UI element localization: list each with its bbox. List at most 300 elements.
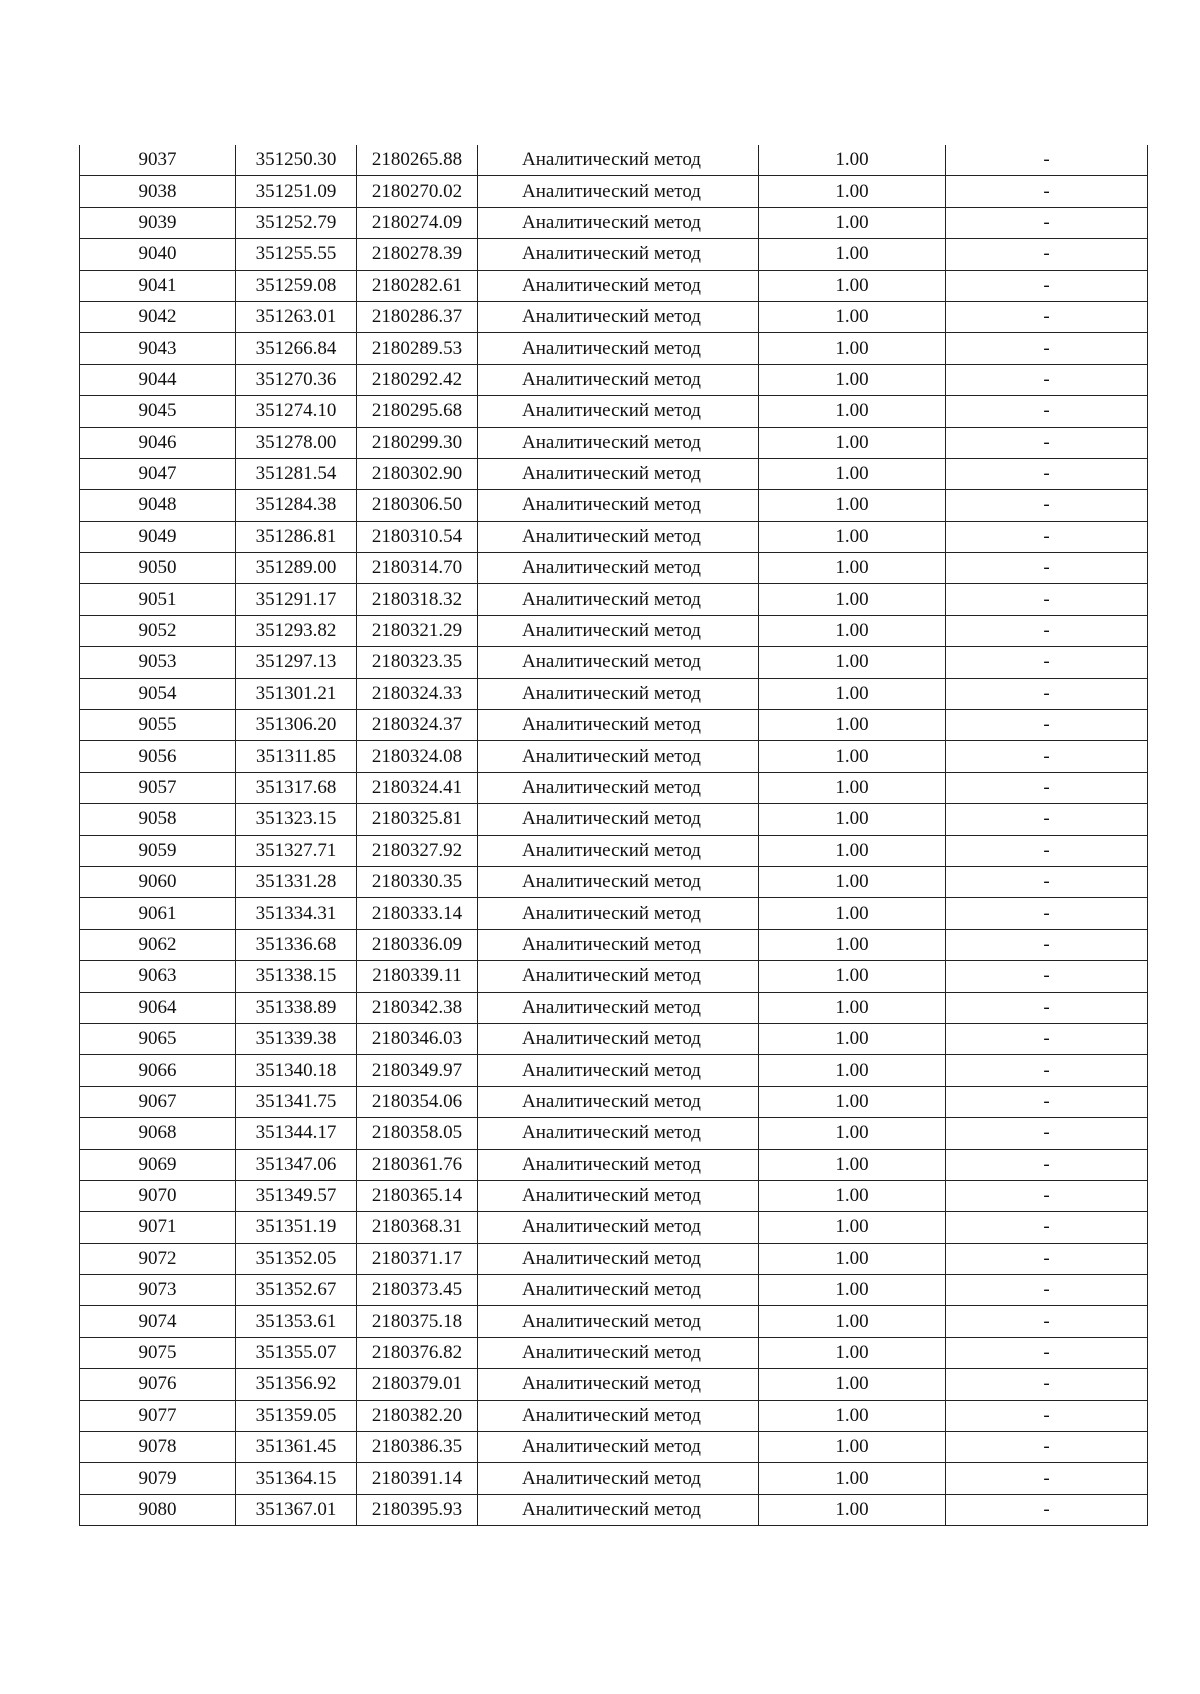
x-coordinate-cell: 351286.81 <box>236 521 357 552</box>
accuracy-cell: 1.00 <box>759 1400 946 1431</box>
description-cell: - <box>946 929 1148 960</box>
x-coordinate-cell: 351289.00 <box>236 553 357 584</box>
accuracy-cell: 1.00 <box>759 1243 946 1274</box>
description-cell: - <box>946 1086 1148 1117</box>
accuracy-cell: 1.00 <box>759 1055 946 1086</box>
accuracy-cell: 1.00 <box>759 1432 946 1463</box>
y-coordinate-cell: 2180376.82 <box>357 1337 478 1368</box>
accuracy-cell: 1.00 <box>759 866 946 897</box>
accuracy-cell: 1.00 <box>759 490 946 521</box>
accuracy-cell: 1.00 <box>759 364 946 395</box>
table-row <box>80 364 1148 395</box>
point-number-cell: 9075 <box>80 1337 236 1368</box>
coordinates-table <box>79 145 1148 1526</box>
description-cell: - <box>946 1118 1148 1149</box>
description-cell: - <box>946 333 1148 364</box>
method-cell: Аналитический метод <box>478 553 759 584</box>
y-coordinate-cell: 2180295.68 <box>357 396 478 427</box>
table-row <box>80 710 1148 741</box>
description-cell: - <box>946 678 1148 709</box>
y-coordinate-cell: 2180324.33 <box>357 678 478 709</box>
x-coordinate-cell: 351274.10 <box>236 396 357 427</box>
description-cell: - <box>946 866 1148 897</box>
y-coordinate-cell: 2180299.30 <box>357 427 478 458</box>
method-cell: Аналитический метод <box>478 1086 759 1117</box>
table-row <box>80 1275 1148 1306</box>
table-row <box>80 866 1148 897</box>
x-coordinate-cell: 351317.68 <box>236 772 357 803</box>
y-coordinate-cell: 2180323.35 <box>357 647 478 678</box>
description-cell: - <box>946 176 1148 207</box>
y-coordinate-cell: 2180336.09 <box>357 929 478 960</box>
description-cell: - <box>946 1400 1148 1431</box>
point-number-cell: 9062 <box>80 929 236 960</box>
method-cell: Аналитический метод <box>478 647 759 678</box>
y-coordinate-cell: 2180324.37 <box>357 710 478 741</box>
point-number-cell: 9076 <box>80 1369 236 1400</box>
accuracy-cell: 1.00 <box>759 1118 946 1149</box>
point-number-cell: 9039 <box>80 207 236 238</box>
method-cell: Аналитический метод <box>478 1400 759 1431</box>
method-cell: Аналитический метод <box>478 239 759 270</box>
accuracy-cell: 1.00 <box>759 1306 946 1337</box>
point-number-cell: 9037 <box>80 145 236 176</box>
y-coordinate-cell: 2180302.90 <box>357 458 478 489</box>
table-row <box>80 898 1148 929</box>
method-cell: Аналитический метод <box>478 1055 759 1086</box>
method-cell: Аналитический метод <box>478 364 759 395</box>
method-cell: Аналитический метод <box>478 835 759 866</box>
method-cell: Аналитический метод <box>478 1023 759 1054</box>
y-coordinate-cell: 2180282.61 <box>357 270 478 301</box>
x-coordinate-cell: 351284.38 <box>236 490 357 521</box>
description-cell: - <box>946 301 1148 332</box>
point-number-cell: 9056 <box>80 741 236 772</box>
method-cell: Аналитический метод <box>478 615 759 646</box>
y-coordinate-cell: 2180333.14 <box>357 898 478 929</box>
description-cell: - <box>946 145 1148 176</box>
x-coordinate-cell: 351259.08 <box>236 270 357 301</box>
table-row <box>80 1149 1148 1180</box>
description-cell: - <box>946 207 1148 238</box>
point-number-cell: 9071 <box>80 1212 236 1243</box>
description-cell: - <box>946 961 1148 992</box>
point-number-cell: 9040 <box>80 239 236 270</box>
point-number-cell: 9046 <box>80 427 236 458</box>
method-cell: Аналитический метод <box>478 866 759 897</box>
method-cell: Аналитический метод <box>478 396 759 427</box>
accuracy-cell: 1.00 <box>759 521 946 552</box>
method-cell: Аналитический метод <box>478 1337 759 1368</box>
table-row <box>80 458 1148 489</box>
table-row <box>80 396 1148 427</box>
method-cell: Аналитический метод <box>478 804 759 835</box>
accuracy-cell: 1.00 <box>759 1369 946 1400</box>
method-cell: Аналитический метод <box>478 772 759 803</box>
y-coordinate-cell: 2180310.54 <box>357 521 478 552</box>
table-row <box>80 1023 1148 1054</box>
y-coordinate-cell: 2180395.93 <box>357 1494 478 1525</box>
point-number-cell: 9064 <box>80 992 236 1023</box>
x-coordinate-cell: 351327.71 <box>236 835 357 866</box>
point-number-cell: 9059 <box>80 835 236 866</box>
method-cell: Аналитический метод <box>478 1463 759 1494</box>
x-coordinate-cell: 351278.00 <box>236 427 357 458</box>
point-number-cell: 9053 <box>80 647 236 678</box>
method-cell: Аналитический метод <box>478 427 759 458</box>
y-coordinate-cell: 2180324.08 <box>357 741 478 772</box>
accuracy-cell: 1.00 <box>759 1463 946 1494</box>
point-number-cell: 9038 <box>80 176 236 207</box>
table-row <box>80 333 1148 364</box>
description-cell: - <box>946 364 1148 395</box>
point-number-cell: 9051 <box>80 584 236 615</box>
method-cell: Аналитический метод <box>478 1243 759 1274</box>
method-cell: Аналитический метод <box>478 1149 759 1180</box>
description-cell: - <box>946 1023 1148 1054</box>
table-row <box>80 961 1148 992</box>
accuracy-cell: 1.00 <box>759 615 946 646</box>
method-cell: Аналитический метод <box>478 678 759 709</box>
table-row <box>80 1118 1148 1149</box>
description-cell: - <box>946 270 1148 301</box>
table-row <box>80 992 1148 1023</box>
y-coordinate-cell: 2180265.88 <box>357 145 478 176</box>
point-number-cell: 9061 <box>80 898 236 929</box>
method-cell: Аналитический метод <box>478 584 759 615</box>
x-coordinate-cell: 351252.79 <box>236 207 357 238</box>
x-coordinate-cell: 351355.07 <box>236 1337 357 1368</box>
description-cell: - <box>946 1337 1148 1368</box>
accuracy-cell: 1.00 <box>759 145 946 176</box>
accuracy-cell: 1.00 <box>759 710 946 741</box>
accuracy-cell: 1.00 <box>759 992 946 1023</box>
table-row <box>80 1337 1148 1368</box>
table-row <box>80 678 1148 709</box>
description-cell: - <box>946 1180 1148 1211</box>
point-number-cell: 9049 <box>80 521 236 552</box>
accuracy-cell: 1.00 <box>759 647 946 678</box>
description-cell: - <box>946 1149 1148 1180</box>
method-cell: Аналитический метод <box>478 207 759 238</box>
table-row <box>80 1180 1148 1211</box>
point-number-cell: 9058 <box>80 804 236 835</box>
table-body <box>80 145 1148 1526</box>
x-coordinate-cell: 351338.89 <box>236 992 357 1023</box>
description-cell: - <box>946 239 1148 270</box>
x-coordinate-cell: 351311.85 <box>236 741 357 772</box>
accuracy-cell: 1.00 <box>759 584 946 615</box>
x-coordinate-cell: 351339.38 <box>236 1023 357 1054</box>
y-coordinate-cell: 2180361.76 <box>357 1149 478 1180</box>
x-coordinate-cell: 351251.09 <box>236 176 357 207</box>
method-cell: Аналитический метод <box>478 490 759 521</box>
y-coordinate-cell: 2180346.03 <box>357 1023 478 1054</box>
table-row <box>80 772 1148 803</box>
x-coordinate-cell: 351367.01 <box>236 1494 357 1525</box>
table-row <box>80 1306 1148 1337</box>
point-number-cell: 9073 <box>80 1275 236 1306</box>
x-coordinate-cell: 351263.01 <box>236 301 357 332</box>
y-coordinate-cell: 2180386.35 <box>357 1432 478 1463</box>
y-coordinate-cell: 2180289.53 <box>357 333 478 364</box>
point-number-cell: 9047 <box>80 458 236 489</box>
accuracy-cell: 1.00 <box>759 678 946 709</box>
accuracy-cell: 1.00 <box>759 239 946 270</box>
x-coordinate-cell: 351341.75 <box>236 1086 357 1117</box>
point-number-cell: 9045 <box>80 396 236 427</box>
method-cell: Аналитический метод <box>478 521 759 552</box>
point-number-cell: 9067 <box>80 1086 236 1117</box>
description-cell: - <box>946 396 1148 427</box>
y-coordinate-cell: 2180327.92 <box>357 835 478 866</box>
point-number-cell: 9068 <box>80 1118 236 1149</box>
x-coordinate-cell: 351266.84 <box>236 333 357 364</box>
point-number-cell: 9077 <box>80 1400 236 1431</box>
y-coordinate-cell: 2180368.31 <box>357 1212 478 1243</box>
method-cell: Аналитический метод <box>478 270 759 301</box>
accuracy-cell: 1.00 <box>759 427 946 458</box>
y-coordinate-cell: 2180270.02 <box>357 176 478 207</box>
description-cell: - <box>946 553 1148 584</box>
table-row <box>80 1369 1148 1400</box>
table-row <box>80 1400 1148 1431</box>
method-cell: Аналитический метод <box>478 1369 759 1400</box>
point-number-cell: 9052 <box>80 615 236 646</box>
method-cell: Аналитический метод <box>478 1118 759 1149</box>
point-number-cell: 9041 <box>80 270 236 301</box>
accuracy-cell: 1.00 <box>759 741 946 772</box>
table-row <box>80 1212 1148 1243</box>
accuracy-cell: 1.00 <box>759 458 946 489</box>
x-coordinate-cell: 351352.67 <box>236 1275 357 1306</box>
table-row <box>80 270 1148 301</box>
x-coordinate-cell: 351353.61 <box>236 1306 357 1337</box>
point-number-cell: 9050 <box>80 553 236 584</box>
accuracy-cell: 1.00 <box>759 301 946 332</box>
table-row <box>80 301 1148 332</box>
x-coordinate-cell: 351250.30 <box>236 145 357 176</box>
x-coordinate-cell: 351270.36 <box>236 364 357 395</box>
y-coordinate-cell: 2180278.39 <box>357 239 478 270</box>
description-cell: - <box>946 647 1148 678</box>
description-cell: - <box>946 521 1148 552</box>
description-cell: - <box>946 992 1148 1023</box>
method-cell: Аналитический метод <box>478 961 759 992</box>
accuracy-cell: 1.00 <box>759 553 946 584</box>
method-cell: Аналитический метод <box>478 333 759 364</box>
description-cell: - <box>946 1212 1148 1243</box>
y-coordinate-cell: 2180286.37 <box>357 301 478 332</box>
x-coordinate-cell: 351338.15 <box>236 961 357 992</box>
x-coordinate-cell: 351347.06 <box>236 1149 357 1180</box>
description-cell: - <box>946 898 1148 929</box>
accuracy-cell: 1.00 <box>759 1149 946 1180</box>
point-number-cell: 9057 <box>80 772 236 803</box>
point-number-cell: 9079 <box>80 1463 236 1494</box>
table-row <box>80 615 1148 646</box>
y-coordinate-cell: 2180324.41 <box>357 772 478 803</box>
description-cell: - <box>946 1306 1148 1337</box>
table-row <box>80 553 1148 584</box>
method-cell: Аналитический метод <box>478 1494 759 1525</box>
table-row <box>80 1494 1148 1525</box>
method-cell: Аналитический метод <box>478 1306 759 1337</box>
point-number-cell: 9060 <box>80 866 236 897</box>
point-number-cell: 9070 <box>80 1180 236 1211</box>
x-coordinate-cell: 351364.15 <box>236 1463 357 1494</box>
y-coordinate-cell: 2180321.29 <box>357 615 478 646</box>
y-coordinate-cell: 2180339.11 <box>357 961 478 992</box>
y-coordinate-cell: 2180371.17 <box>357 1243 478 1274</box>
accuracy-cell: 1.00 <box>759 1494 946 1525</box>
x-coordinate-cell: 351255.55 <box>236 239 357 270</box>
accuracy-cell: 1.00 <box>759 1180 946 1211</box>
table-row <box>80 239 1148 270</box>
point-number-cell: 9080 <box>80 1494 236 1525</box>
y-coordinate-cell: 2180379.01 <box>357 1369 478 1400</box>
point-number-cell: 9054 <box>80 678 236 709</box>
table-row <box>80 584 1148 615</box>
point-number-cell: 9042 <box>80 301 236 332</box>
table-row <box>80 1463 1148 1494</box>
point-number-cell: 9044 <box>80 364 236 395</box>
x-coordinate-cell: 351351.19 <box>236 1212 357 1243</box>
accuracy-cell: 1.00 <box>759 1275 946 1306</box>
x-coordinate-cell: 351336.68 <box>236 929 357 960</box>
x-coordinate-cell: 351293.82 <box>236 615 357 646</box>
method-cell: Аналитический метод <box>478 1432 759 1463</box>
table-row <box>80 176 1148 207</box>
description-cell: - <box>946 804 1148 835</box>
y-coordinate-cell: 2180318.32 <box>357 584 478 615</box>
table-row <box>80 145 1148 176</box>
y-coordinate-cell: 2180358.05 <box>357 1118 478 1149</box>
method-cell: Аналитический метод <box>478 145 759 176</box>
accuracy-cell: 1.00 <box>759 835 946 866</box>
method-cell: Аналитический метод <box>478 710 759 741</box>
method-cell: Аналитический метод <box>478 1180 759 1211</box>
accuracy-cell: 1.00 <box>759 333 946 364</box>
point-number-cell: 9072 <box>80 1243 236 1274</box>
table-row <box>80 207 1148 238</box>
point-number-cell: 9055 <box>80 710 236 741</box>
x-coordinate-cell: 351306.20 <box>236 710 357 741</box>
point-number-cell: 9078 <box>80 1432 236 1463</box>
accuracy-cell: 1.00 <box>759 396 946 427</box>
x-coordinate-cell: 351349.57 <box>236 1180 357 1211</box>
y-coordinate-cell: 2180382.20 <box>357 1400 478 1431</box>
table-row <box>80 521 1148 552</box>
point-number-cell: 9065 <box>80 1023 236 1054</box>
description-cell: - <box>946 772 1148 803</box>
y-coordinate-cell: 2180354.06 <box>357 1086 478 1117</box>
y-coordinate-cell: 2180330.35 <box>357 866 478 897</box>
x-coordinate-cell: 351359.05 <box>236 1400 357 1431</box>
accuracy-cell: 1.00 <box>759 1086 946 1117</box>
y-coordinate-cell: 2180292.42 <box>357 364 478 395</box>
description-cell: - <box>946 1432 1148 1463</box>
method-cell: Аналитический метод <box>478 929 759 960</box>
x-coordinate-cell: 351340.18 <box>236 1055 357 1086</box>
x-coordinate-cell: 351356.92 <box>236 1369 357 1400</box>
y-coordinate-cell: 2180342.38 <box>357 992 478 1023</box>
method-cell: Аналитический метод <box>478 1275 759 1306</box>
description-cell: - <box>946 615 1148 646</box>
description-cell: - <box>946 490 1148 521</box>
method-cell: Аналитический метод <box>478 898 759 929</box>
accuracy-cell: 1.00 <box>759 270 946 301</box>
description-cell: - <box>946 710 1148 741</box>
x-coordinate-cell: 351301.21 <box>236 678 357 709</box>
description-cell: - <box>946 458 1148 489</box>
point-number-cell: 9074 <box>80 1306 236 1337</box>
table-row <box>80 1055 1148 1086</box>
y-coordinate-cell: 2180365.14 <box>357 1180 478 1211</box>
y-coordinate-cell: 2180373.45 <box>357 1275 478 1306</box>
point-number-cell: 9043 <box>80 333 236 364</box>
description-cell: - <box>946 1275 1148 1306</box>
x-coordinate-cell: 351334.31 <box>236 898 357 929</box>
table-row <box>80 835 1148 866</box>
table-row <box>80 1432 1148 1463</box>
y-coordinate-cell: 2180325.81 <box>357 804 478 835</box>
x-coordinate-cell: 351352.05 <box>236 1243 357 1274</box>
accuracy-cell: 1.00 <box>759 1212 946 1243</box>
accuracy-cell: 1.00 <box>759 1023 946 1054</box>
x-coordinate-cell: 351291.17 <box>236 584 357 615</box>
table-row <box>80 1086 1148 1117</box>
accuracy-cell: 1.00 <box>759 207 946 238</box>
x-coordinate-cell: 351297.13 <box>236 647 357 678</box>
y-coordinate-cell: 2180375.18 <box>357 1306 478 1337</box>
y-coordinate-cell: 2180349.97 <box>357 1055 478 1086</box>
description-cell: - <box>946 1243 1148 1274</box>
description-cell: - <box>946 1369 1148 1400</box>
method-cell: Аналитический метод <box>478 992 759 1023</box>
x-coordinate-cell: 351344.17 <box>236 1118 357 1149</box>
description-cell: - <box>946 1463 1148 1494</box>
point-number-cell: 9066 <box>80 1055 236 1086</box>
accuracy-cell: 1.00 <box>759 176 946 207</box>
description-cell: - <box>946 741 1148 772</box>
table-row <box>80 1243 1148 1274</box>
x-coordinate-cell: 351361.45 <box>236 1432 357 1463</box>
description-cell: - <box>946 835 1148 866</box>
point-number-cell: 9048 <box>80 490 236 521</box>
accuracy-cell: 1.00 <box>759 961 946 992</box>
x-coordinate-cell: 351331.28 <box>236 866 357 897</box>
y-coordinate-cell: 2180306.50 <box>357 490 478 521</box>
point-number-cell: 9069 <box>80 1149 236 1180</box>
description-cell: - <box>946 1055 1148 1086</box>
y-coordinate-cell: 2180314.70 <box>357 553 478 584</box>
accuracy-cell: 1.00 <box>759 929 946 960</box>
accuracy-cell: 1.00 <box>759 772 946 803</box>
method-cell: Аналитический метод <box>478 301 759 332</box>
table-row <box>80 427 1148 458</box>
description-cell: - <box>946 584 1148 615</box>
y-coordinate-cell: 2180274.09 <box>357 207 478 238</box>
table-row <box>80 741 1148 772</box>
table-row <box>80 490 1148 521</box>
x-coordinate-cell: 351281.54 <box>236 458 357 489</box>
accuracy-cell: 1.00 <box>759 898 946 929</box>
method-cell: Аналитический метод <box>478 176 759 207</box>
table-row <box>80 929 1148 960</box>
accuracy-cell: 1.00 <box>759 804 946 835</box>
point-number-cell: 9063 <box>80 961 236 992</box>
